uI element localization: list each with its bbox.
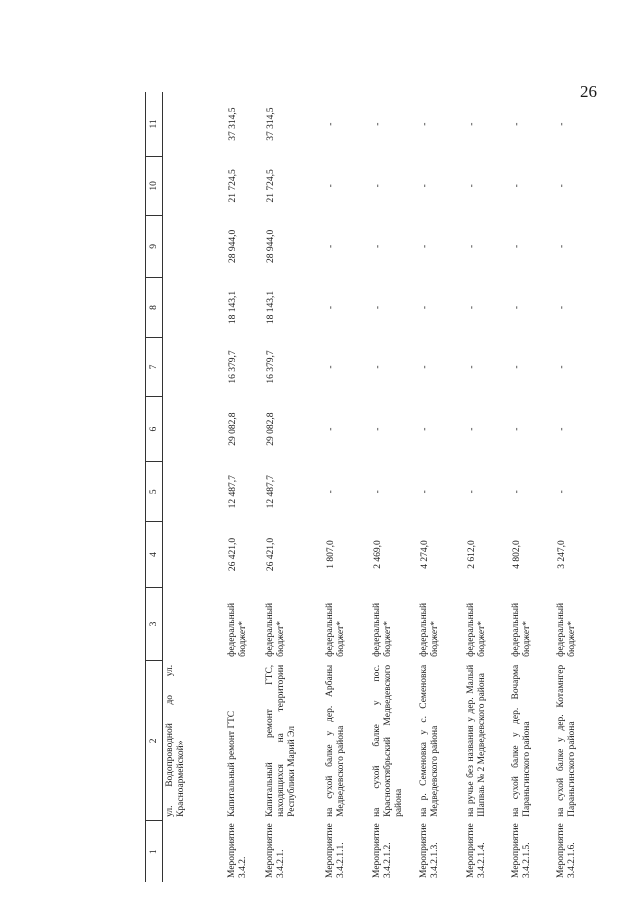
value-cell: -	[466, 490, 477, 494]
value-cell: 18 143,1	[265, 290, 276, 325]
value-cell	[163, 215, 223, 277]
value-cell	[163, 156, 223, 215]
value-cell: -	[372, 365, 383, 369]
value-cell: 21 724,5	[227, 169, 238, 203]
column-header: 8	[146, 277, 163, 337]
value-cell: -	[556, 365, 567, 369]
column-header: 7	[146, 338, 163, 397]
value-cell: 12 487,7	[265, 475, 276, 509]
value-cell: -	[556, 122, 567, 126]
value-cell: -	[372, 244, 383, 248]
value-cell: -	[466, 244, 477, 248]
value-cell: -	[325, 427, 336, 431]
value-cell: -	[419, 490, 430, 494]
value-cell: 26 421,0	[227, 537, 238, 572]
value-cell: 28 944,0	[227, 229, 238, 264]
table-row	[415, 92, 462, 882]
value-cell: 1 807,0	[325, 540, 336, 569]
activity-name: на ручье без названия у дер. Малый Шапваь № 2 Медведевского района	[465, 664, 487, 817]
value-cell: -	[372, 305, 383, 310]
activity-name: на сухой балке у дер. Вочарма Параньгинского района	[510, 664, 532, 817]
table-row	[552, 92, 597, 882]
value-cell	[163, 338, 223, 397]
value-cell: 4 802,0	[511, 540, 522, 569]
value-cell: 4 274,0	[419, 540, 430, 569]
value-cell: -	[419, 122, 430, 126]
column-header: 5	[146, 462, 163, 522]
rotated-table-container	[145, 92, 575, 882]
value-cell: 29 082,8	[265, 412, 276, 446]
value-cell: -	[325, 305, 336, 310]
value-cell	[163, 522, 223, 587]
activity-name: на сухой балке у дер. Котамнгер Параньгинского района	[555, 664, 577, 817]
activity-name: ул. Водопроводной до ул. Красноармейской»	[165, 664, 186, 817]
value-cell	[163, 92, 223, 156]
budget-table	[145, 92, 597, 882]
table-row	[368, 92, 415, 882]
value-cell: -	[466, 365, 477, 369]
funding-source: федеральный бюджет*	[418, 602, 440, 657]
value-cell: -	[556, 490, 567, 494]
value-cell: 3 247,0	[556, 540, 567, 569]
value-cell	[163, 462, 223, 522]
funding-source: федеральный бюджет*	[371, 602, 393, 657]
value-cell: -	[511, 365, 522, 369]
value-cell: -	[466, 427, 477, 431]
column-header: 3	[146, 587, 163, 661]
value-cell: -	[466, 184, 477, 188]
funding-source: федеральный бюджет*	[324, 602, 346, 657]
activity-code: Мероприятие 3.4.2.1.	[264, 823, 286, 878]
value-cell: -	[556, 427, 567, 431]
funding-source: федеральный бюджет*	[226, 602, 248, 657]
table-header-row	[146, 92, 163, 882]
value-cell: 2 469,0	[372, 540, 383, 569]
activity-code: Мероприятие 3.4.2.1.2.	[371, 823, 393, 878]
value-cell: 21 724,5	[265, 169, 276, 203]
value-cell: 16 379,7	[265, 350, 276, 384]
activity-code: Мероприятие 3.4.2.1.4.	[465, 823, 487, 878]
value-cell: -	[511, 427, 522, 431]
value-cell	[163, 277, 223, 337]
funding-source: федеральный бюджет*	[510, 602, 532, 657]
value-cell: -	[556, 244, 567, 248]
table-row	[507, 92, 552, 882]
value-cell: 28 944,0	[265, 229, 276, 264]
value-cell: -	[556, 305, 567, 310]
column-header: 6	[146, 396, 163, 461]
value-cell: 37 314,5	[227, 107, 238, 141]
value-cell: 12 487,7	[227, 475, 238, 509]
funding-source: федеральный бюджет*	[264, 602, 286, 657]
value-cell: 26 421,0	[265, 537, 276, 572]
value-cell: -	[511, 184, 522, 188]
funding-source: федеральный бюджет*	[465, 602, 487, 657]
column-header: 4	[146, 522, 163, 587]
value-cell: -	[511, 244, 522, 248]
value-cell: -	[325, 365, 336, 369]
funding-source	[163, 587, 223, 661]
value-cell: 2 612,0	[466, 540, 477, 569]
value-cell: 18 143,1	[227, 290, 238, 325]
column-header: 10	[146, 156, 163, 215]
column-header: 11	[146, 92, 163, 156]
activity-code: Мероприятие 3.4.2.1.3.	[418, 823, 440, 878]
activity-code	[163, 821, 223, 882]
column-header: 2	[146, 661, 163, 821]
value-cell: -	[325, 184, 336, 188]
value-cell: -	[419, 244, 430, 248]
column-header: 1	[146, 821, 163, 882]
value-cell: -	[511, 490, 522, 494]
table-row	[261, 92, 321, 882]
value-cell	[163, 396, 223, 461]
value-cell: -	[372, 490, 383, 494]
value-cell: -	[419, 365, 430, 369]
value-cell: -	[511, 305, 522, 310]
funding-source: федеральный бюджет*	[555, 602, 577, 657]
value-cell: 37 314,5	[265, 107, 276, 141]
activity-name: на сухой балке у дер. Арбаны Медведевского района	[324, 664, 346, 817]
value-cell: -	[466, 305, 477, 310]
table-row	[223, 92, 261, 882]
value-cell: 16 379,7	[227, 350, 238, 384]
value-cell: -	[466, 122, 477, 126]
activity-code: Мероприятие 3.4.2.1.5.	[510, 823, 532, 878]
value-cell: -	[372, 184, 383, 188]
value-cell: -	[372, 427, 383, 431]
activity-name: на сухой балке у пос. Краснооктябрьский Медведевского района	[371, 664, 404, 817]
activity-code: Мероприятие 3.4.2.1.1.	[324, 823, 346, 878]
activity-name: на р. Семеновка у с. Семеновка Медведевского района	[418, 664, 440, 817]
value-cell: -	[556, 184, 567, 188]
value-cell: -	[372, 122, 383, 126]
value-cell: -	[325, 122, 336, 126]
page-number: 26	[580, 82, 597, 101]
column-header: 9	[146, 215, 163, 277]
activity-name: Капитальный ремонт ГТС	[226, 710, 237, 817]
value-cell: -	[419, 184, 430, 188]
activity-name: Капитальный ремонт ГТС, находящихся на территории Республики Марий Эл	[264, 664, 297, 817]
value-cell: -	[325, 490, 336, 494]
activity-code: Мероприятие 3.4.2.1.6.	[555, 823, 577, 878]
value-cell: -	[419, 305, 430, 310]
value-cell: -	[325, 244, 336, 248]
value-cell: 29 082,8	[227, 412, 238, 446]
table-row	[321, 92, 368, 882]
value-cell: -	[511, 122, 522, 126]
table-row	[462, 92, 507, 882]
table-row	[163, 92, 223, 882]
value-cell: -	[419, 427, 430, 431]
activity-code: Мероприятие 3.4.2.	[226, 823, 248, 878]
